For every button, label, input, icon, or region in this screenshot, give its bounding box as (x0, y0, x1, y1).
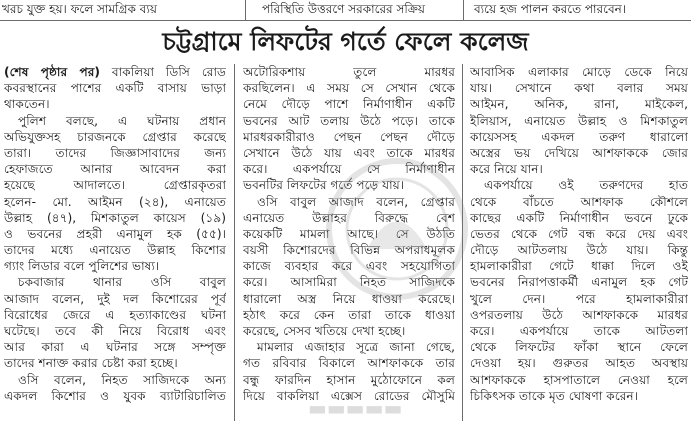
text-line: দৌড়ে আটতলায় উঠে যায়। কিন্তু (470, 243, 688, 258)
text-line: পুলিশ বলছে, এ ঘটনায় প্রধান (18, 113, 226, 128)
text-line: হামলাকারীরা গেটে ধাক্কা দিলে ওই (470, 259, 688, 274)
text-line: ইলিয়াস, এনায়েত উল্লাহ ও মিশকাতুল (470, 113, 688, 128)
text-line: করে নিয়ে যান। (470, 162, 543, 177)
article-column-1 (4, 64, 226, 421)
text-line: চকবাজার থানার ওসি বাবুল (18, 275, 226, 290)
text-line: তারা। তাদের জিজ্ঞাসাবাদের জন্য (4, 145, 226, 160)
text-line: একদল কিশোর ও যুবক ব্যাটারিচালিত (4, 388, 226, 403)
continued-from-marker: (শেষ পৃষ্ঠার পর) (4, 65, 100, 79)
text-line: হেফাজতে আনার আবেদন করা (4, 162, 226, 177)
text-line: কাছের একটি নির্মাণাধীন ভবনে ঢুকে (470, 210, 688, 225)
text-line: থাকতেন। (4, 97, 50, 112)
text-line: করে। একপর্যায়ে সে নির্মাণাধীন (243, 162, 455, 177)
text-line: হঠাৎ করে কেন তারা তাকে ধাওয়া (243, 307, 455, 322)
text-line: করে। একপর্যায়ে তাকে আটতলা (470, 324, 688, 338)
strip-text-middle: পরিস্থিতি উত্তরণে সরকারের সক্রিয় (262, 2, 425, 16)
text-line: করে। আসামিরা নিহত সাজিদকে (243, 275, 455, 290)
text-line: দেওয়া হয়। গুরুতর আহত অবস্থায় (470, 356, 688, 371)
text-line: একপর্যায়ে ওই তরুণদের হাত (484, 178, 688, 193)
text-line: কয়েকটি মামলা আছে। সে উঠতি (243, 226, 455, 241)
text-line: (শেষ পৃষ্ঠার পর) বাকলিয়া ডিসি রোড (4, 65, 226, 79)
text-line: মারধরকারীরাও পেছন পেছন দৌড়ে (243, 129, 455, 144)
column-divider (234, 64, 235, 421)
text-line: থেকে লিফটের ফাঁকা স্থানে ফেলে (470, 340, 688, 355)
strip-text-left: খরচ যুক্ত হয়। ফলে সামগ্রিক ব্যয় (2, 2, 157, 16)
text-line: কাজে ব্যবহার করে এবং সহযোগিতা (243, 259, 455, 274)
text-line: হলেন- মো. আইমন (২৪), এনায়েত (4, 194, 226, 209)
column-divider (462, 64, 463, 421)
text-line: দিয়ে বাকলিয়া এক্সেস রোডের মৌসুমি (243, 388, 455, 403)
text-line: ভবনের নিরাপত্তাকর্মী এনামুল হক গেট (470, 275, 688, 290)
text-line: করছিলেন। এ সময় সে সেখান থেকে (243, 81, 455, 96)
article-column-2 (243, 64, 455, 421)
text-line: ঘটেছে। তবে কী নিয়ে বিরোধ এবং (4, 324, 226, 338)
strip-column-divider (463, 0, 464, 20)
text-line: অটোরিকশায় তুলে মারধর (243, 65, 455, 79)
text-line: খুলে দেন। পরে হামলাকারীরা (470, 291, 688, 306)
text-line: হয়েছে আদালতে। গ্রেপ্তারকৃতরা (4, 178, 226, 193)
text-line: চিকিৎসক তাকে মৃত ঘোষণা করেন। (470, 388, 639, 403)
article-headline: চট্টগ্রামে লিফটের গর্তে ফেলে কলেজ (162, 27, 529, 56)
text-line: ভেতর থেকে গেট বন্ধ করে দেয় এবং (470, 226, 688, 241)
text-line: উল্লাহ (৪৭), মিশকাতুল কায়েস (১৯) (4, 210, 226, 225)
text-line: ভবনের আট তলায় উঠে পড়ে। তাকে (243, 113, 455, 128)
article-column-3 (470, 64, 688, 421)
text-line: তাদের শনাক্ত করার চেষ্টা করা হচ্ছে। (4, 356, 178, 371)
text-line: এনায়েত উল্লাহর বিরুদ্ধে বেশ (243, 210, 455, 225)
text-line: গ্যাং লিডার বলে পুলিশের ভাষ্য। (4, 259, 160, 274)
text-line: ও ভবনের প্রহরী এনামুল হক (৫৫)। (4, 226, 226, 241)
text-line: যায়। সেখানে কথা বলার সময় (470, 81, 688, 96)
text-line: বয়সী কিশোরদের বিভিন্ন অপরাধমূলক (243, 243, 455, 258)
text-line: থেকে বাঁচতে আশফাক কৌশলে (470, 194, 688, 209)
text-line: অভিযুক্তসহ চারজনকে গ্রেপ্তার করেছে (4, 129, 226, 144)
text-line: আইমন, অনিক, রানা, মাইকেল, (470, 97, 688, 112)
previous-article-strip (0, 0, 691, 20)
text-line: আর কারা এ ঘটনার সঙ্গে সম্পৃক্ত (4, 340, 226, 355)
text-line: ওসি বাবুল আজাদ বলেন, গ্রেপ্তার (257, 194, 455, 209)
text-line: ধারালো অস্ত্র নিয়ে ধাওয়া করেছে। (243, 291, 455, 306)
section-divider (0, 20, 691, 21)
text-line: মামলার এজাহার সূত্রে জানা গেছে, (257, 340, 455, 355)
text-line: আশফাককে হাসপাতালে নেওয়া হলে (470, 372, 688, 387)
text-line: ওসি বলেন, নিহত সাজিদকে অন্য (18, 372, 226, 387)
text-line: আজাদ বলেন, দুই দল কিশোরের পূর্ব (4, 291, 226, 306)
watermark-text-icon: ▬▬▬▬▬ (308, 396, 403, 420)
text-line: কবরস্থানের পাশের একটি বাসায় ভাড়া (4, 81, 226, 96)
text-line: তাদের মধ্যে এনায়েত উল্লাহ কিশোর (4, 243, 226, 258)
text-line: ওপরতলায় উঠে আশফাককে মারধর (470, 307, 688, 322)
text-line: বিরোধের জেরে এ হত্যাকাণ্ডের ঘটনা (4, 307, 226, 322)
text-line: আবাসিক এলাকার মোড়ে ডেকে নিয়ে (470, 65, 688, 79)
text-line: গত রবিবার বিকালে আশফাককে তার (243, 356, 455, 371)
text-line: নেমে দৌড়ে পাশে নির্মাণাধীন একটি (243, 97, 455, 112)
text-line: করেছে, সেসব খতিয়ে দেখা হচ্ছে। (243, 324, 406, 338)
text-line: ভবনটির লিফটের গর্তে পড়ে যায়। (243, 178, 405, 193)
text-line: সেখানে উঠে যায় এবং তাকে মারধর (243, 145, 455, 160)
text-line: কায়েসসহ একদল তরুণ ধারালো (470, 129, 688, 144)
strip-text-right: ব্যয়ে হজ পালন করতে পারবেন। (474, 2, 627, 16)
text-line: অস্ত্রের ভয় দেখিয়ে আশফাককে জোর (470, 145, 688, 160)
text-line: বন্ধু ফারদিন হাসান মুঠোফোনে কল (243, 372, 455, 387)
strip-column-divider (245, 0, 246, 20)
